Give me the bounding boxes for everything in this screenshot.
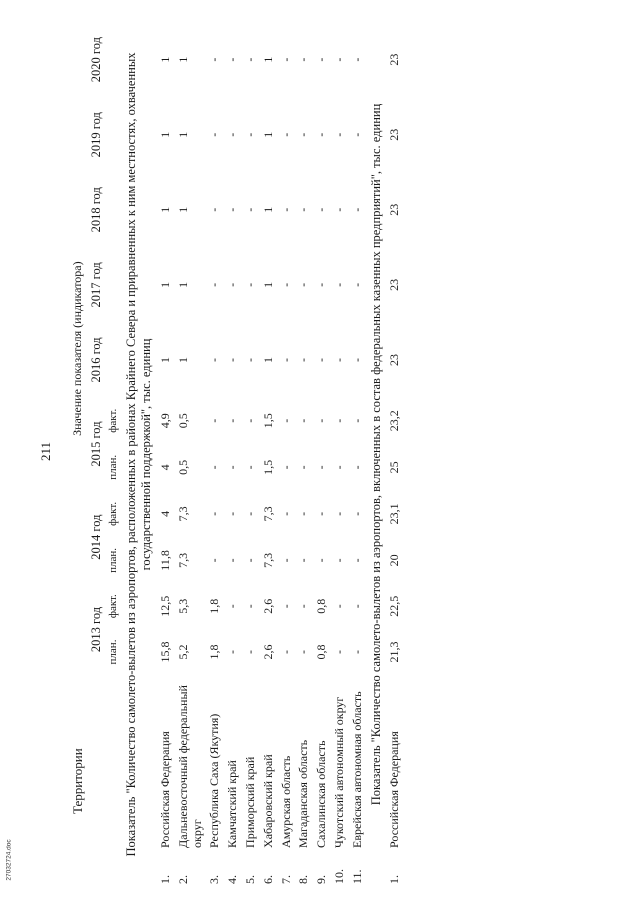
- value-cell: -: [332, 418, 347, 423]
- value-cell: -: [314, 418, 329, 423]
- value-cell: 1: [158, 56, 173, 63]
- indicator-1-title-row: [122, 22, 157, 887]
- value-cell: 0,5: [175, 459, 190, 475]
- year-2017-header: 2017 год: [88, 262, 103, 308]
- value-cell: -: [296, 558, 311, 563]
- value-cell: -: [225, 418, 240, 423]
- value-cell: -: [243, 650, 258, 654]
- value-cell: -: [296, 511, 311, 516]
- value-cell: -: [207, 558, 222, 563]
- value-cell: -: [243, 207, 258, 212]
- value-cell: 23: [387, 53, 402, 66]
- table-row: [260, 22, 278, 887]
- value-cell: 22,5: [387, 595, 402, 617]
- value-cell: -: [349, 511, 364, 516]
- value-cell: -: [349, 418, 364, 423]
- value-cell: 15,8: [158, 641, 173, 663]
- value-cell: -: [243, 132, 258, 137]
- value-cell: -: [349, 207, 364, 212]
- value-cell: -: [314, 465, 329, 470]
- value-cell: 1,5: [260, 459, 275, 475]
- value-cell: -: [296, 357, 311, 362]
- table-row: [224, 22, 242, 887]
- value-cell: -: [243, 57, 258, 62]
- year-2020-header: 2020 год: [88, 36, 103, 83]
- value-cell: -: [349, 357, 364, 362]
- value-cell: -: [332, 650, 347, 654]
- table-row: [157, 22, 175, 887]
- value-cell: -: [349, 650, 364, 654]
- value-cell: 0,8: [314, 598, 329, 614]
- value-cell: -: [332, 604, 347, 609]
- value-cell: -: [332, 132, 347, 137]
- year-2018-header: 2018 год: [88, 187, 103, 233]
- row-number: 10.: [332, 869, 347, 884]
- value-cell: -: [207, 418, 222, 423]
- value-cell: -: [314, 357, 329, 362]
- value-cell: -: [314, 511, 329, 516]
- indicator-2-title-row: [367, 22, 387, 887]
- table-row: [206, 22, 224, 887]
- table-row: [349, 22, 367, 887]
- value-cell: 1: [260, 281, 275, 288]
- value-cell: -: [314, 57, 329, 62]
- value-cell: 2,6: [260, 644, 275, 660]
- value-cell: 23: [387, 128, 402, 141]
- value-cell: -: [225, 57, 240, 62]
- value-cell: 1: [175, 206, 190, 213]
- row-number: 1.: [387, 875, 402, 884]
- value-cell: 1,5: [260, 413, 275, 429]
- value-cell: -: [296, 57, 311, 62]
- year-2014-header: 2014 год: [88, 514, 103, 560]
- value-cell: -: [314, 132, 329, 137]
- value-cell: -: [349, 604, 364, 609]
- value-cell: -: [278, 418, 293, 423]
- value-cell: -: [278, 357, 293, 362]
- value-cell: -: [225, 558, 240, 563]
- value-cell: -: [243, 465, 258, 470]
- value-cell: -: [349, 282, 364, 287]
- value-cell: -: [243, 604, 258, 609]
- value-cell: -: [225, 132, 240, 137]
- value-cell: -: [296, 132, 311, 137]
- fact-2014-header: факт.: [107, 501, 120, 526]
- value-cell: -: [225, 511, 240, 516]
- table-row: [295, 22, 313, 887]
- territory-name: Республика Саха (Якутия): [207, 713, 222, 848]
- fact-2015-header: факт.: [107, 408, 120, 433]
- table-row: [175, 22, 207, 887]
- value-cell: -: [225, 604, 240, 609]
- value-cell: -: [243, 282, 258, 287]
- plan-2014-header: план.: [107, 547, 120, 573]
- value-cell: 21,3: [387, 641, 402, 663]
- value-cell: 23: [387, 203, 402, 216]
- value-cell: -: [332, 207, 347, 212]
- value-cell: -: [278, 57, 293, 62]
- value-cell: 1: [158, 281, 173, 288]
- value-cell: 2,6: [260, 598, 275, 614]
- value-cell: -: [278, 465, 293, 470]
- value-cell: -: [243, 511, 258, 516]
- value-cell: -: [349, 132, 364, 137]
- value-cell: -: [278, 604, 293, 609]
- value-cell: 1: [175, 281, 190, 288]
- year-2013-header: 2013 год: [88, 606, 103, 653]
- value-cell: -: [296, 418, 311, 423]
- row-number: 2.: [175, 875, 190, 884]
- value-cell: 12,5: [158, 595, 173, 617]
- value-cell: -: [278, 558, 293, 563]
- value-cell: -: [207, 465, 222, 470]
- indicator-table: [69, 22, 404, 887]
- value-cell: 0,8: [314, 644, 329, 660]
- value-cell: -: [225, 207, 240, 212]
- value-cell: 7,3: [260, 552, 275, 568]
- value-cell: -: [207, 207, 222, 212]
- value-cell: -: [225, 282, 240, 287]
- value-cell: -: [349, 465, 364, 470]
- indicator-value-header: Значение показателя (индикатора): [70, 261, 84, 436]
- value-cell: 7,3: [260, 506, 275, 522]
- value-cell: 1: [158, 206, 173, 213]
- table-row: [242, 22, 260, 887]
- value-cell: -: [332, 511, 347, 516]
- value-cell: -: [314, 207, 329, 212]
- row-number: 1.: [158, 875, 173, 884]
- value-cell: 4,9: [158, 413, 173, 429]
- value-cell: -: [332, 57, 347, 62]
- value-cell: -: [278, 511, 293, 516]
- row-number: 7.: [278, 875, 293, 884]
- value-cell: 1: [260, 206, 275, 213]
- value-cell: -: [207, 511, 222, 516]
- value-cell: 1,8: [207, 644, 222, 660]
- indicator-2-title: Показатель "Количество самолето-вылетов из аэропортов, включенных в состав федеральных казенных предприятий", тыс. единиц: [368, 103, 383, 806]
- rotated-page-content: [69, 22, 639, 887]
- row-number: 11.: [349, 869, 364, 884]
- territory-name: Дальневосточный федеральный округ: [175, 685, 204, 848]
- value-cell: -: [278, 282, 293, 287]
- value-cell: -: [243, 357, 258, 362]
- territory-name: Российская Федерация: [158, 731, 173, 848]
- value-cell: -: [332, 465, 347, 470]
- value-cell: -: [332, 357, 347, 362]
- territory-name: Амурская область: [278, 755, 293, 848]
- value-cell: -: [278, 650, 293, 654]
- header-row-1: [69, 22, 87, 887]
- year-2019-header: 2019 год: [88, 112, 103, 158]
- value-cell: -: [296, 650, 311, 654]
- value-cell: 5,2: [175, 644, 190, 660]
- value-cell: 1: [175, 56, 190, 63]
- page-number: 211: [38, 441, 53, 461]
- rotated-table-area: [69, 22, 639, 887]
- territory-name: Камчатский край: [225, 760, 240, 848]
- territory-name: Магаданская область: [296, 739, 311, 848]
- plan-2013-header: план.: [107, 639, 120, 665]
- value-cell: -: [225, 650, 240, 654]
- value-cell: 5,3: [175, 598, 190, 614]
- value-cell: -: [314, 282, 329, 287]
- row-number: 9.: [314, 875, 329, 884]
- value-cell: 7,3: [175, 552, 190, 568]
- value-cell: -: [207, 132, 222, 137]
- table-row: [331, 22, 349, 887]
- table-row: [278, 22, 296, 887]
- value-cell: -: [207, 357, 222, 362]
- territory-name: Еврейская автономная область: [349, 691, 364, 848]
- value-cell: 23,1: [387, 503, 402, 525]
- year-2015-header: 2015 год: [88, 421, 103, 467]
- value-cell: 20: [387, 554, 402, 567]
- value-cell: 1: [158, 356, 173, 363]
- value-cell: 1,8: [207, 598, 222, 614]
- territory-name: Сахалинская область: [314, 740, 329, 848]
- value-cell: -: [332, 282, 347, 287]
- value-cell: 11,8: [158, 550, 173, 571]
- value-cell: 25: [387, 461, 402, 474]
- value-cell: -: [207, 282, 222, 287]
- value-cell: 1: [175, 131, 190, 138]
- value-cell: 23: [387, 278, 402, 291]
- value-cell: 1: [260, 131, 275, 138]
- value-cell: -: [349, 57, 364, 62]
- indicator-1-title: Показатель "Количество самолето-вылетов из аэропортов, расположенных в районах Крайнего Севера и приравненных к ним местностях, охваченных государственной поддержкой", тыс. единиц: [123, 52, 154, 857]
- row-number: 6.: [260, 875, 275, 884]
- value-cell: -: [296, 465, 311, 470]
- value-cell: 1: [175, 356, 190, 363]
- value-cell: -: [278, 207, 293, 212]
- value-cell: 1: [158, 131, 173, 138]
- value-cell: 7,3: [175, 506, 190, 522]
- value-cell: -: [207, 57, 222, 62]
- value-cell: -: [314, 558, 329, 563]
- value-cell: -: [296, 282, 311, 287]
- value-cell: 4: [158, 510, 173, 517]
- territory-name: Российская Федерация: [387, 731, 402, 848]
- territory-name: Хабаровский край: [260, 754, 275, 848]
- fact-2013-header: факт.: [107, 594, 120, 619]
- value-cell: -: [296, 604, 311, 609]
- value-cell: 1: [260, 56, 275, 63]
- value-cell: -: [349, 558, 364, 563]
- row-number: 8.: [296, 875, 311, 884]
- value-cell: 0,5: [175, 413, 190, 429]
- table-row: [313, 22, 331, 887]
- value-cell: -: [225, 465, 240, 470]
- value-cell: 23: [387, 353, 402, 366]
- value-cell: -: [243, 418, 258, 423]
- document-id: 27032724.doc: [5, 839, 13, 881]
- plan-2015-header: план.: [107, 454, 120, 480]
- row-number: 4.: [225, 875, 240, 884]
- year-2016-header: 2016 год: [88, 337, 103, 383]
- territory-header: Территории: [70, 748, 85, 814]
- value-cell: -: [225, 357, 240, 362]
- value-cell: 4: [158, 464, 173, 471]
- value-cell: -: [278, 132, 293, 137]
- value-cell: 23,2: [387, 410, 402, 432]
- value-cell: -: [296, 207, 311, 212]
- table-row: [386, 22, 404, 887]
- row-number: 3.: [207, 875, 222, 884]
- territory-name: Чукотский автономный округ: [332, 696, 347, 848]
- row-number: 5.: [243, 875, 258, 884]
- value-cell: -: [243, 558, 258, 563]
- value-cell: 1: [260, 356, 275, 363]
- territory-name: Приморский край: [243, 756, 258, 848]
- value-cell: -: [332, 558, 347, 563]
